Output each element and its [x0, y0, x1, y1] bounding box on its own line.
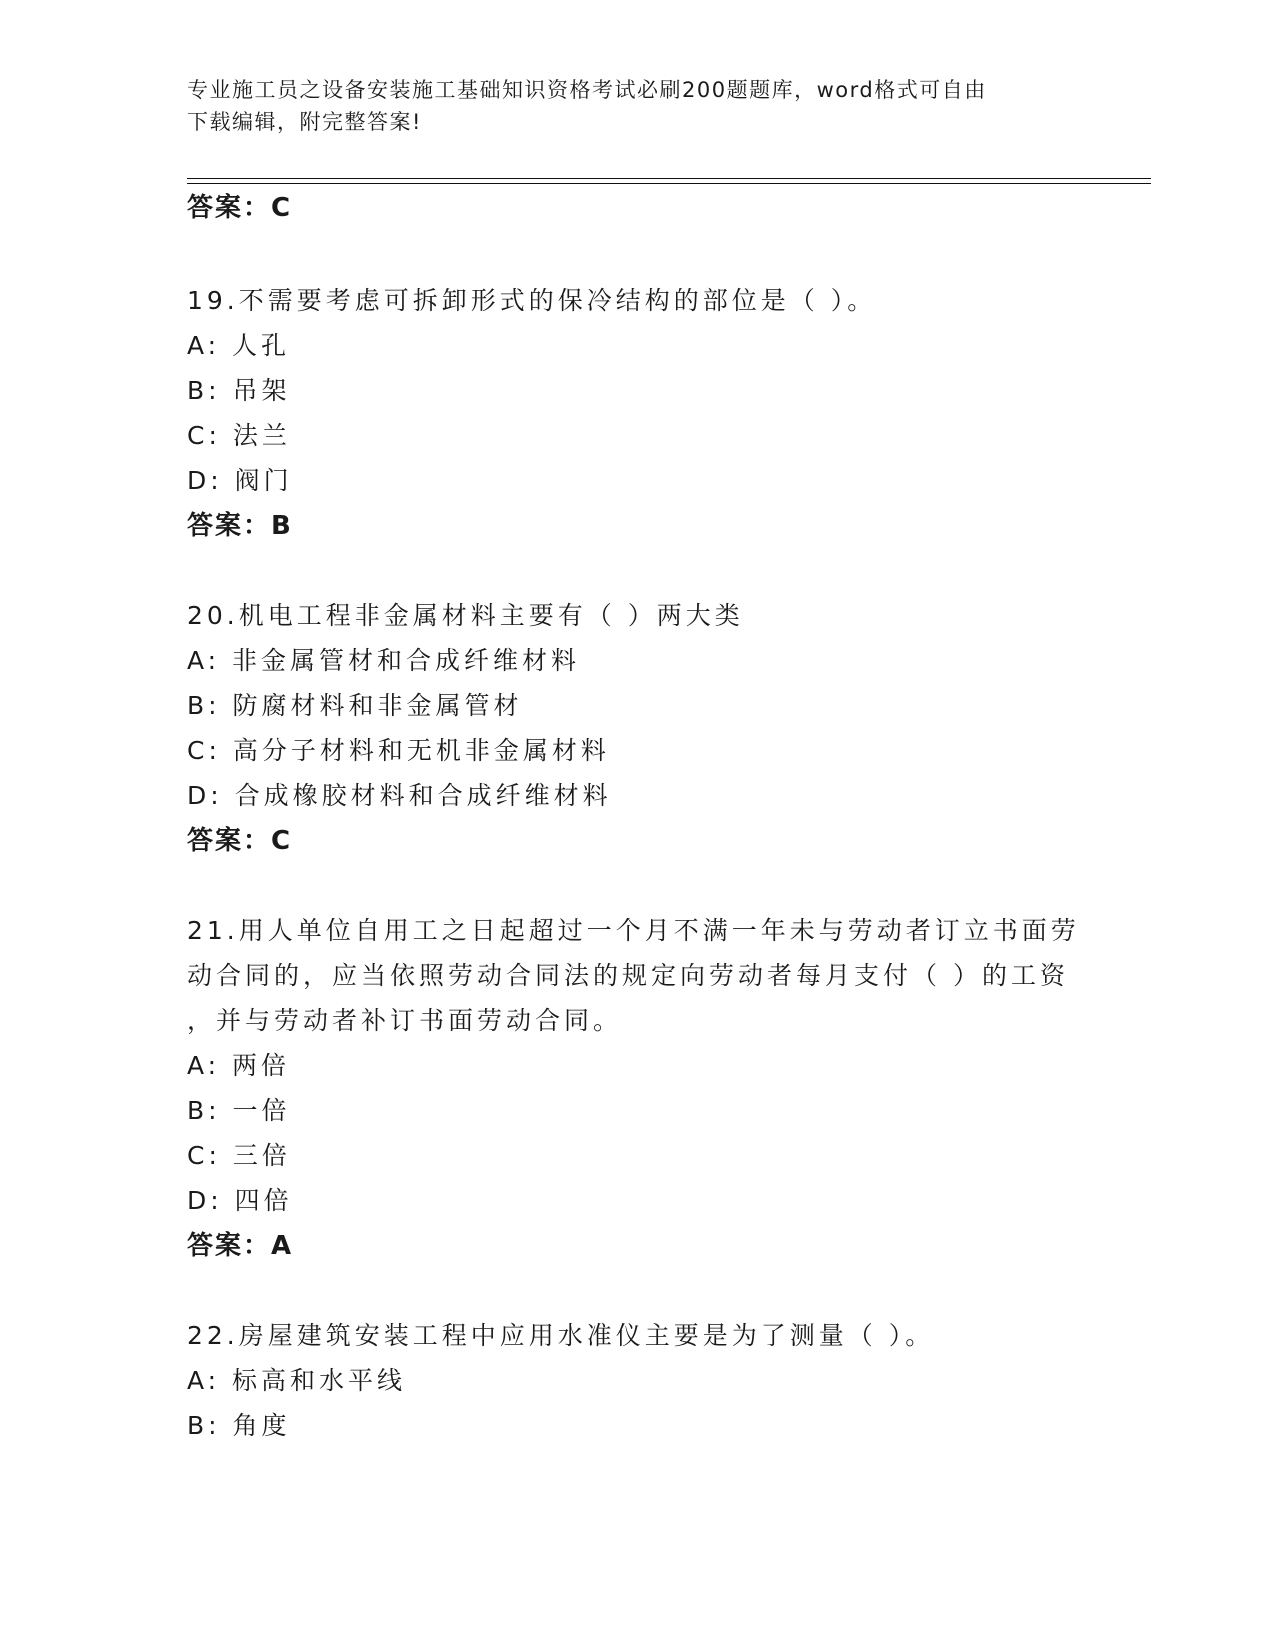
- option-a: A: 非金属管材和合成纤维材料: [187, 646, 581, 675]
- option-d: D: 阀门: [187, 466, 293, 495]
- option-b: B: 防腐材料和非金属管材: [187, 691, 523, 720]
- option-a: A: 标高和水平线: [187, 1366, 407, 1395]
- answer-line: 答案：A: [187, 1231, 294, 1261]
- option-d: D: 四倍: [187, 1186, 293, 1215]
- option-b: B: 角度: [187, 1411, 291, 1440]
- header-line-2: 下载编辑，附完整答案!: [187, 110, 422, 134]
- question-text: 20.机电工程非金属材料主要有（ ）两大类: [187, 601, 744, 630]
- question-text-line-3: ，并与劳动者补订书面劳动合同。: [187, 1006, 623, 1035]
- option-c: C: 三倍: [187, 1141, 291, 1170]
- question-text: 19.不需要考虑可拆卸形式的保冷结构的部位是（ ）。: [187, 286, 877, 315]
- answer-line: 答案：C: [187, 193, 293, 223]
- header-line-1: 专业施工员之设备安装施工基础知识资格考试必刷200题题库，word格式可自由: [187, 78, 987, 102]
- question-text-line-2: 动合同的，应当依照劳动合同法的规定向劳动者每月支付（ ）的工资: [187, 961, 1069, 990]
- question-text: 22.房屋建筑安装工程中应用水准仪主要是为了测量（ ）。: [187, 1321, 935, 1350]
- answer-line: 答案：C: [187, 826, 293, 856]
- option-a: A: 人孔: [187, 331, 291, 360]
- option-c: C: 高分子材料和无机非金属材料: [187, 736, 610, 765]
- option-b: B: 吊架: [187, 376, 291, 405]
- option-d: D: 合成橡胶材料和合成纤维材料: [187, 781, 612, 810]
- header-divider-bottom: [187, 183, 1151, 184]
- document-header: [187, 74, 1067, 138]
- question-text-line-1: 21.用人单位自用工之日起超过一个月不满一年未与劳动者订立书面劳: [187, 916, 1080, 945]
- option-c: C: 法兰: [187, 421, 291, 450]
- answer-line: 答案：B: [187, 511, 293, 541]
- header-divider-top: [187, 178, 1151, 179]
- option-a: A: 两倍: [187, 1051, 291, 1080]
- option-b: B: 一倍: [187, 1096, 291, 1125]
